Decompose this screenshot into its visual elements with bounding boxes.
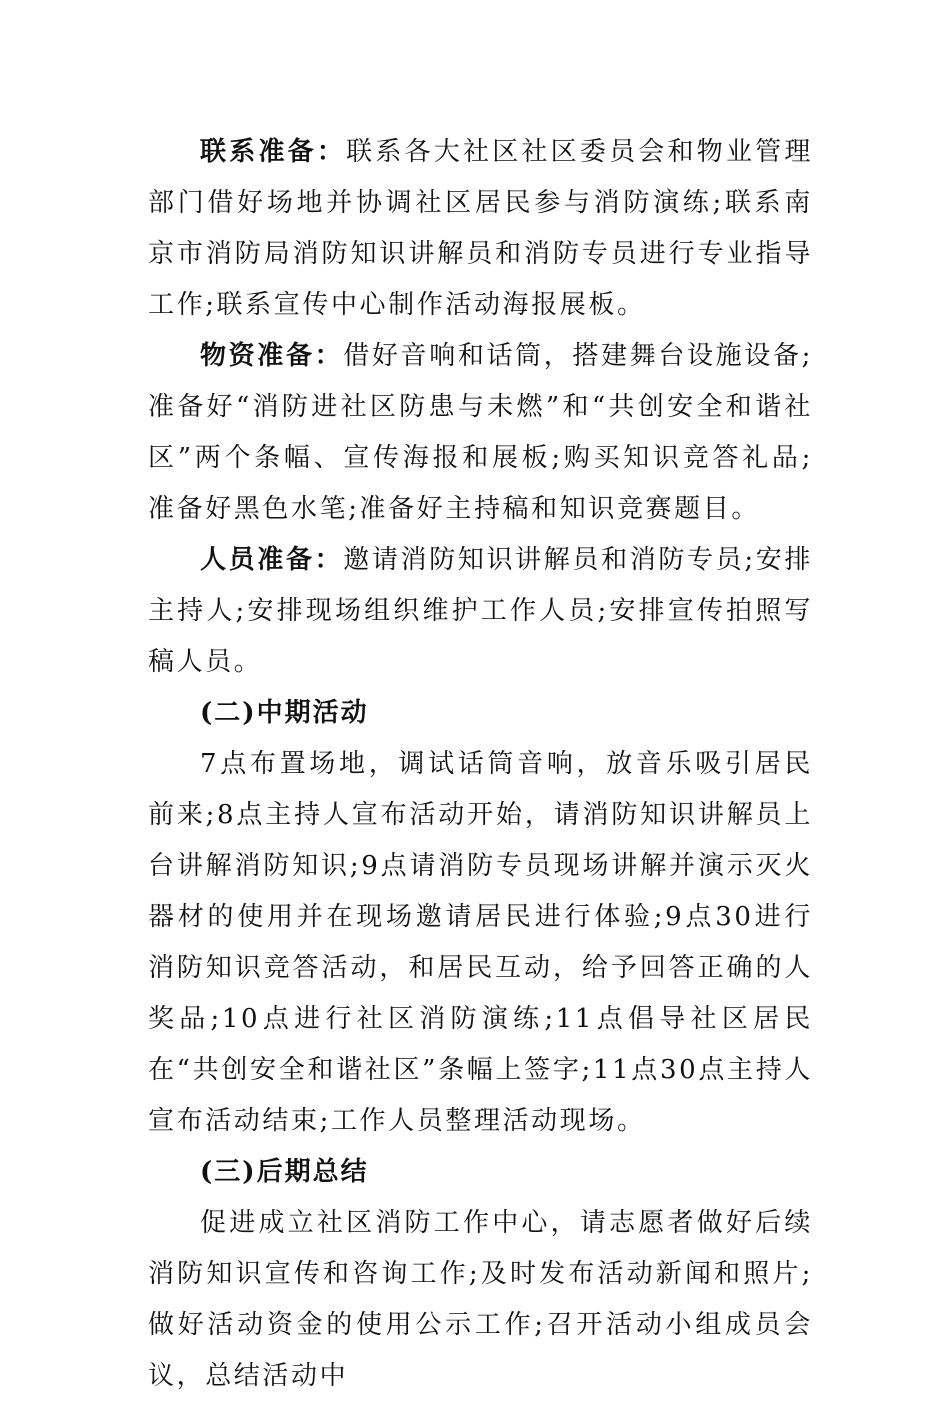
later-summary-paragraph: 促进成立社区消防工作中心，请志愿者做好后续消防知识宣传和咨询工作;及时发布活动新闻和照片;做好活动资金的使用公示工作;召开活动小组成员会议，总结活动中 xyxy=(148,1208,813,1391)
contact-preparation-text: 联系各大社区社区委员会和物业管理部门借好场地并协调社区居民参与消防演练;联系南京市消防局消防知识讲解员和消防专员进行专业指导工作;联系宣传中心制作活动海报展板。 xyxy=(148,137,813,320)
midterm-activity-heading: (二)中期活动 xyxy=(200,698,369,728)
later-summary-heading: (三)后期总结 xyxy=(200,1157,369,1187)
contact-preparation-lead: 联系准备： xyxy=(200,137,347,167)
personnel-preparation-text: 邀请消防知识讲解员和消防专员;安排主持人;安排现场组织维护工作人员;安排宣传拍照写稿人员。 xyxy=(148,545,813,677)
document-page xyxy=(148,127,813,1402)
materials-preparation-text: 借好音响和话筒，搭建舞台设施设备;准备好“消防进社区防患与未燃”和“共创安全和谐社区”两个条幅、宣传海报和展板;购买知识竞答礼品;准备好黑色水笔;准备好主持稿和知识竞赛题目。 xyxy=(148,341,813,524)
materials-preparation-lead: 物资准备： xyxy=(200,341,344,371)
personnel-preparation-lead: 人员准备： xyxy=(200,545,344,575)
materials-preparation-paragraph xyxy=(148,331,813,535)
personnel-preparation-paragraph xyxy=(148,535,813,688)
midterm-activity-paragraph: 7点布置场地，调试话筒音响，放音乐吸引居民前来;8点主持人宣布活动开始，请消防知识讲解员上台讲解消防知识;9点请消防专员现场讲解并演示灭火器材的使用并在现场邀请居民进行体验;9点30进行消防知识竞答活动，和居民互动，给予回答正确的人奖品;10点进行社区消防演练;11点倡导社区居民在“共创安全和谐社区”条幅上签字;11点30点主持人宣布活动结束;工作人员整理活动现场。 xyxy=(148,749,813,1136)
contact-preparation-paragraph xyxy=(148,127,813,331)
